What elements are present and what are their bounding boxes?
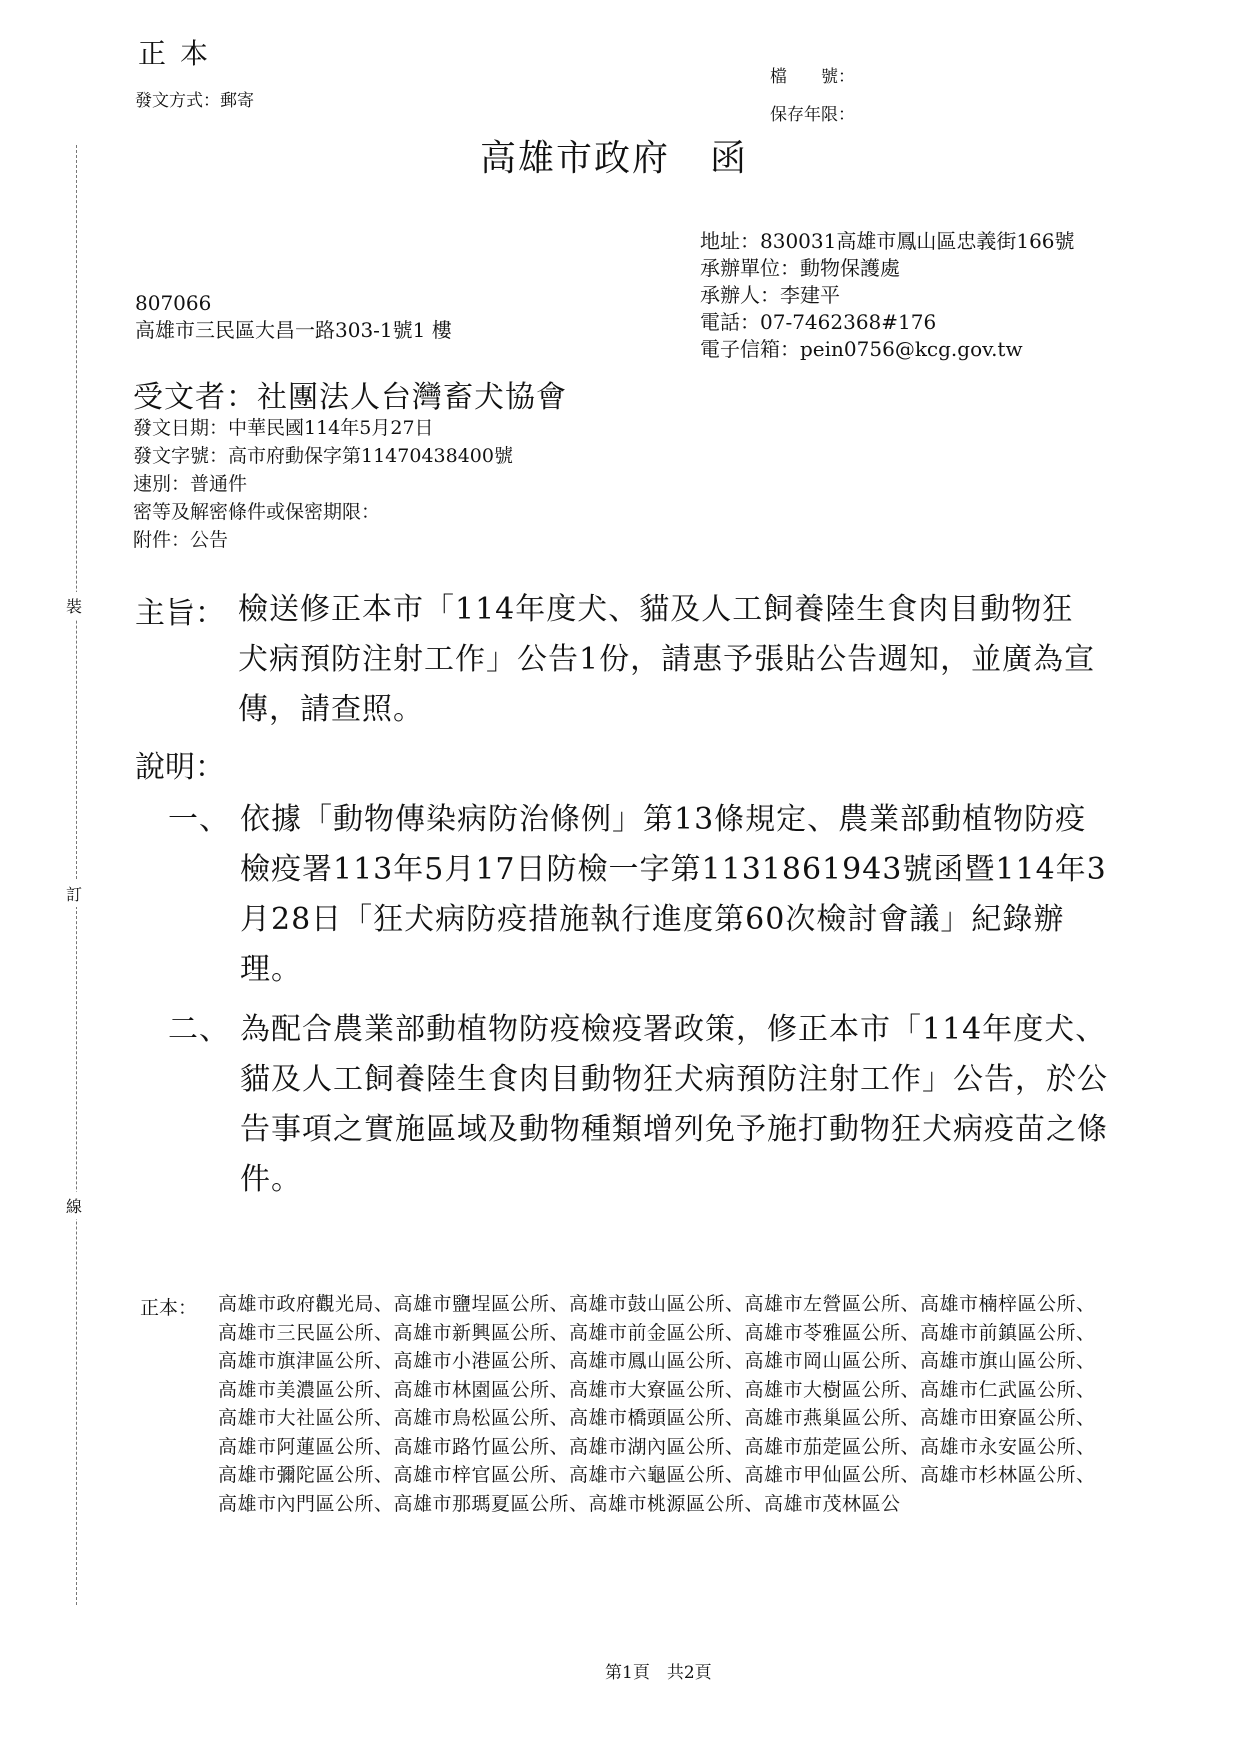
document-type: 函	[710, 138, 749, 179]
subject-text: 檢送修正本市「114年度犬、貓及人工飼養陸生食肉目動物狂犬病預防注射工作」公告1份，請惠予張貼公告週知，並廣為宣傳，請查照。	[238, 592, 1096, 727]
contact-email: 電子信箱：pein0756@kcg.gov.tw	[700, 337, 1023, 361]
contact-phone: 電話：07-7462368#176	[700, 310, 937, 334]
cc-recipients: 高雄市政府觀光局、高雄市鹽埕區公所、高雄市鼓山區公所、高雄市左營區公所、高雄市楠梓區公所、高雄市三民區公所、高雄市新興區公所、高雄市前金區公所、高雄市苓雅區公所、高雄市前鎮區公所、高雄市旗津區公所、高雄市小港區公所、高雄市鳳山區公所、高雄市岡山區公所、高雄市旗山區公所、高雄市美濃區公所、高雄市林園區公所、高雄市大寮區公所、高雄市大樹區公所、高雄市仁武區公所、高雄市大社區公所、高雄市鳥松區公所、高雄市橋頭區公所、高雄市燕巢區公所、高雄市田寮區公所、高雄市阿蓮區公所、高雄市路竹區公所、高雄市湖內區公所、高雄市茄萣區公所、高雄市永安區公所、高雄市彌陀區公所、高雄市梓官區公所、高雄市六龜區公所、高雄市甲仙區公所、高雄市杉林區公所、高雄市內門區公所、高雄市那瑪夏區公所、高雄市桃源區公所、高雄市茂林區公	[218, 1293, 1096, 1515]
attachment: 附件：公告	[133, 529, 229, 551]
issue-date: 發文日期：中華民國114年5月27日	[133, 417, 434, 439]
subject-label: 主旨：	[135, 596, 225, 631]
contact-handler: 承辦人：李建平	[700, 283, 840, 307]
document-title	[480, 130, 748, 181]
urgency: 速別：普通件	[133, 473, 248, 495]
mailing-block	[135, 290, 452, 344]
send-method: 發文方式：郵寄	[135, 91, 254, 111]
recipient: 受文者：社團法人台灣畜犬協會	[133, 380, 567, 415]
issuer-name: 高雄市政府	[480, 138, 671, 179]
document-meta	[133, 414, 513, 554]
binding-char-2: 訂	[66, 880, 82, 907]
item-text: 為配合農業部動植物防疫檢疫署政策，修正本市「114年度犬、貓及人工飼養陸生食肉目動物狂犬病預防注射工作」公告，於公告事項之實施區域及動物種類增列免予施打動物狂犬病疫苗之條件。	[240, 1012, 1108, 1197]
mailing-address: 高雄市三民區大昌一路303-1號1 樓	[135, 318, 452, 342]
item-number: 二、	[168, 1012, 230, 1047]
binding-line	[76, 145, 77, 1605]
item-text: 依據「動物傳染病防治條例」第13條規定、農業部動植物防疫檢疫署113年5月17日防檢一字第1131861943號函暨114年3月28日「狂犬病防疫措施執行進度第60次檢討會議」紀錄辦理。	[240, 802, 1107, 987]
retention-period: 保存年限：	[770, 105, 855, 125]
cc-label: 正本：	[140, 1297, 198, 1319]
contact-address: 地址：830031高雄市鳳山區忠義街166號	[700, 229, 1075, 253]
binding-char-3: 線	[66, 1192, 82, 1219]
page-number: 第1頁 共2頁	[605, 1663, 712, 1683]
explanation-item	[168, 1005, 1108, 1205]
explanation-label: 說明：	[135, 750, 225, 785]
document-number: 發文字號：高市府動保字第11470438400號	[133, 445, 513, 467]
postal-code: 807066	[135, 291, 212, 315]
classification: 密等及解密條件或保密期限：	[133, 501, 381, 523]
archive-number: 檔 號：	[770, 67, 855, 87]
contact-unit: 承辦單位：動物保護處	[700, 256, 900, 280]
item-number: 一、	[168, 802, 230, 837]
binding-char-1: 裝	[66, 592, 82, 619]
copy-type-mark: 正本	[138, 37, 223, 70]
explanation-item	[168, 795, 1108, 995]
contact-block	[700, 228, 1075, 363]
